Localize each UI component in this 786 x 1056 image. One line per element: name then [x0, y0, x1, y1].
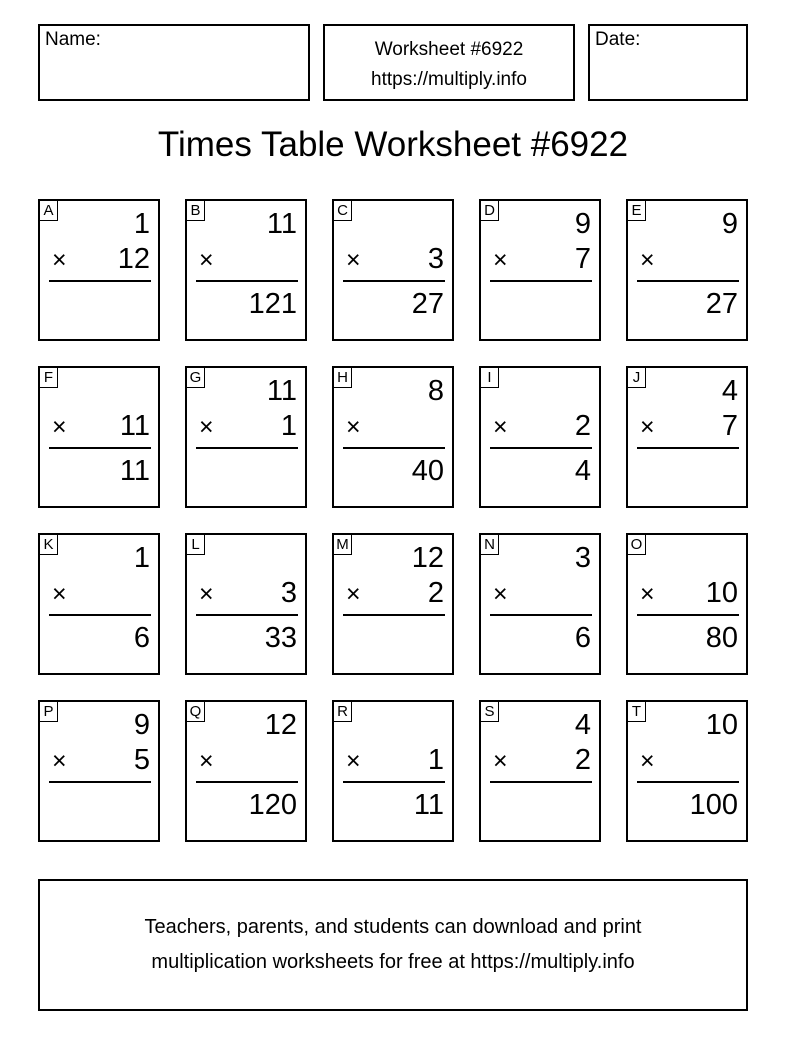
answer-line: [49, 614, 151, 616]
problem-card: [185, 199, 307, 341]
top-number: 1: [133, 208, 150, 240]
multiply-sign: ×: [199, 747, 214, 775]
name-label: Name:: [45, 29, 101, 50]
bottom-number: 2: [574, 744, 591, 776]
answer-line: [490, 614, 592, 616]
top-number: 12: [264, 709, 297, 741]
multiply-sign: ×: [493, 413, 508, 441]
answer-line: [637, 614, 739, 616]
multiply-sign: ×: [52, 413, 67, 441]
top-number: 11: [266, 375, 297, 407]
problem-card: [332, 199, 454, 341]
bottom-number: 10: [705, 577, 738, 609]
answer-value: 6: [133, 622, 150, 654]
bottom-number: 1: [280, 410, 297, 442]
multiply-sign: ×: [346, 246, 361, 274]
top-number: 3: [574, 542, 591, 574]
answer-line: [196, 614, 298, 616]
bottom-number: 1: [427, 744, 444, 776]
answer-line: [637, 447, 739, 449]
bottom-number: 7: [574, 243, 591, 275]
answer-line: [343, 447, 445, 449]
problem-card: [38, 366, 160, 508]
multiply-sign: ×: [640, 246, 655, 274]
top-number: 12: [411, 542, 444, 574]
top-number: 9: [721, 208, 738, 240]
problem-card: [626, 366, 748, 508]
problem-letter: O: [627, 534, 646, 555]
multiply-sign: ×: [199, 246, 214, 274]
answer-value: 121: [248, 288, 297, 320]
problem-card: [185, 366, 307, 508]
answer-line: [49, 447, 151, 449]
multiply-sign: ×: [493, 246, 508, 274]
problem-card: [332, 700, 454, 842]
problem-letter: I: [480, 367, 499, 388]
problem-letter: R: [333, 701, 352, 722]
bottom-number: 7: [721, 410, 738, 442]
problem-card: [626, 199, 748, 341]
answer-line: [49, 781, 151, 783]
top-number: 9: [133, 709, 150, 741]
multiply-sign: ×: [199, 413, 214, 441]
answer-value: 33: [264, 622, 297, 654]
answer-value: 100: [689, 789, 738, 821]
answer-value: 11: [119, 455, 150, 487]
bottom-number: 12: [117, 243, 150, 275]
problem-letter: Q: [186, 701, 205, 722]
problem-letter: D: [480, 200, 499, 221]
multiply-sign: ×: [640, 747, 655, 775]
problem-letter: C: [333, 200, 352, 221]
problem-card: [38, 199, 160, 341]
problem-letter: P: [39, 701, 58, 722]
problem-letter: K: [39, 534, 58, 555]
answer-line: [343, 781, 445, 783]
multiply-sign: ×: [199, 580, 214, 608]
problem-letter: E: [627, 200, 646, 221]
footer-line-2: multiplication worksheets for free at https://multiply.info: [151, 951, 635, 973]
answer-line: [490, 280, 592, 282]
multiply-sign: ×: [52, 246, 67, 274]
problem-card: [332, 533, 454, 675]
problem-card: [626, 533, 748, 675]
problem-letter: S: [480, 701, 499, 722]
answer-line: [49, 280, 151, 282]
answer-line: [196, 447, 298, 449]
worksheet-info-box: [323, 24, 575, 101]
problem-letter: B: [186, 200, 205, 221]
problem-letter: M: [333, 534, 352, 555]
answer-line: [343, 614, 445, 616]
multiply-sign: ×: [346, 413, 361, 441]
multiply-sign: ×: [493, 747, 508, 775]
answer-value: 80: [705, 622, 738, 654]
answer-line: [637, 280, 739, 282]
answer-line: [196, 280, 298, 282]
problem-card: [185, 533, 307, 675]
worksheet-url: https://multiply.info: [371, 69, 527, 90]
footer-line-1: Teachers, parents, and students can download and print: [144, 916, 642, 938]
answer-value: 4: [574, 455, 591, 487]
top-number: 1: [133, 542, 150, 574]
problem-letter: J: [627, 367, 646, 388]
top-number: 10: [705, 709, 738, 741]
answer-value: 11: [413, 789, 444, 821]
problem-card: [479, 700, 601, 842]
answer-value: 27: [411, 288, 444, 320]
worksheet-number: Worksheet #6922: [374, 39, 524, 60]
problem-letter: L: [186, 534, 205, 555]
bottom-number: 5: [133, 744, 150, 776]
problem-card: [479, 199, 601, 341]
answer-value: 120: [248, 789, 297, 821]
answer-value: 40: [411, 455, 444, 487]
date-box[interactable]: [588, 24, 748, 101]
footer-box: [38, 879, 748, 1011]
name-box[interactable]: [38, 24, 310, 101]
problem-letter: G: [186, 367, 205, 388]
bottom-number: 2: [574, 410, 591, 442]
top-number: 4: [574, 709, 591, 741]
problem-letter: N: [480, 534, 499, 555]
answer-line: [490, 781, 592, 783]
multiply-sign: ×: [346, 747, 361, 775]
problem-card: [479, 533, 601, 675]
top-number: 11: [266, 208, 297, 240]
date-label: Date:: [595, 29, 641, 50]
problem-card: [332, 366, 454, 508]
problem-card: [626, 700, 748, 842]
problem-card: [38, 533, 160, 675]
answer-line: [637, 781, 739, 783]
multiply-sign: ×: [640, 580, 655, 608]
problem-letter: F: [39, 367, 58, 388]
multiply-sign: ×: [640, 413, 655, 441]
answer-value: 6: [574, 622, 591, 654]
multiply-sign: ×: [493, 580, 508, 608]
problem-card: [185, 700, 307, 842]
page-title: Times Table Worksheet #6922: [157, 125, 629, 164]
bottom-number: 3: [280, 577, 297, 609]
top-number: 8: [427, 375, 444, 407]
multiply-sign: ×: [52, 580, 67, 608]
multiply-sign: ×: [346, 580, 361, 608]
problem-letter: T: [627, 701, 646, 722]
answer-line: [196, 781, 298, 783]
answer-value: 27: [705, 288, 738, 320]
top-number: 9: [574, 208, 591, 240]
bottom-number: 3: [427, 243, 444, 275]
bottom-number: 2: [427, 577, 444, 609]
problem-letter: A: [39, 200, 58, 221]
top-number: 4: [721, 375, 738, 407]
multiply-sign: ×: [52, 747, 67, 775]
problem-letter: H: [333, 367, 352, 388]
answer-line: [343, 280, 445, 282]
problem-card: [38, 700, 160, 842]
bottom-number: 11: [119, 410, 150, 442]
problem-card: [479, 366, 601, 508]
answer-line: [490, 447, 592, 449]
